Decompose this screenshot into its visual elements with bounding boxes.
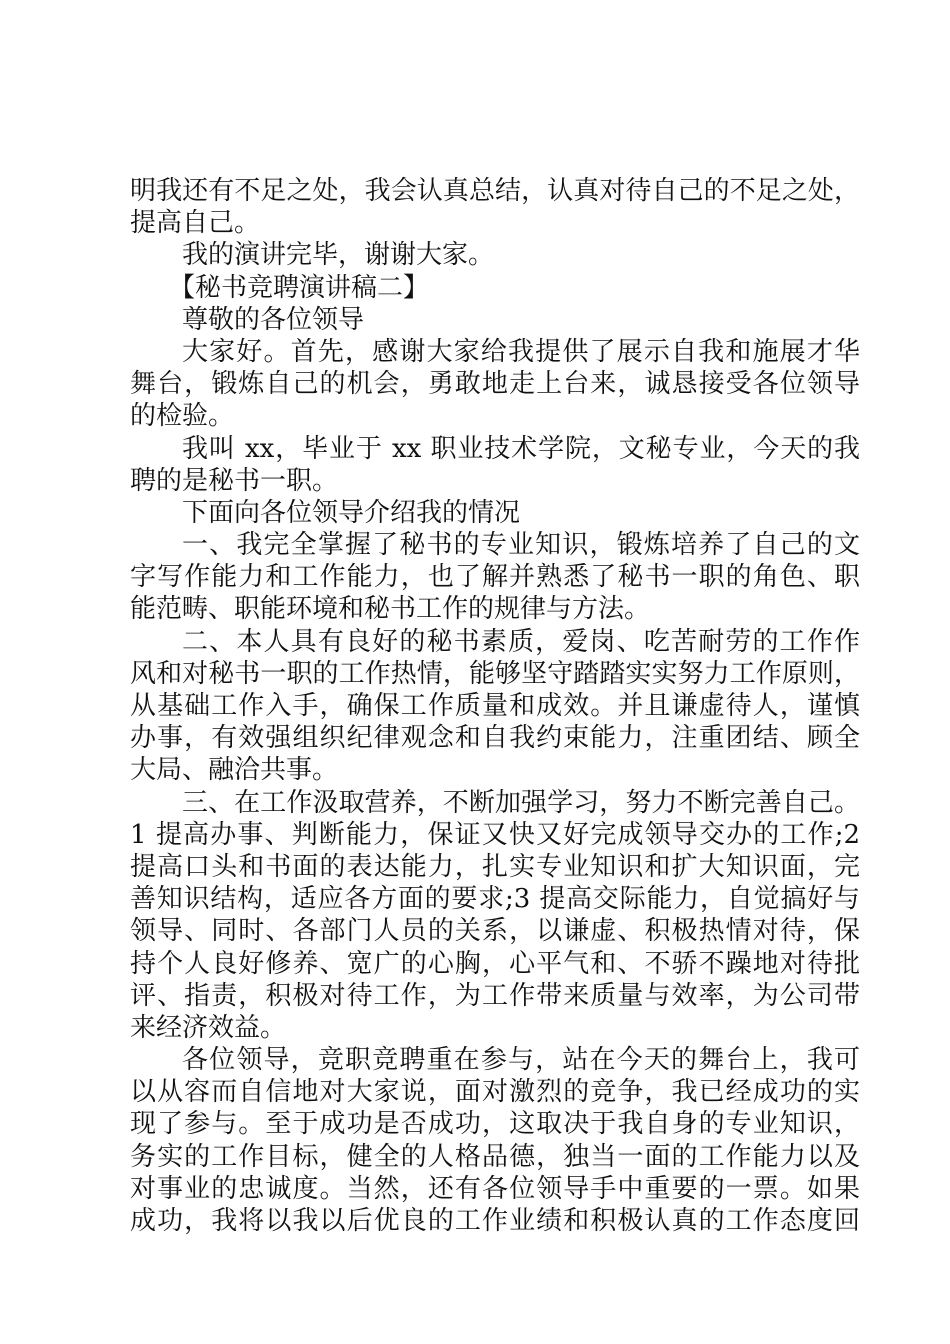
text-line: 大局、融洽共事。 — [130, 755, 339, 786]
text-line: 一、我完全掌握了秘书的专业知识，锻炼培养了自己的文 — [182, 530, 860, 561]
text-line: 风和对秘书一职的工作热情，能够坚守踏踏实实努力工作原则， — [130, 658, 860, 689]
text-line: 聘的是秘书一职。 — [130, 465, 339, 496]
text-line: 领导、同时、各部门人员的关系，以谦虚、积极热情对待，保 — [130, 916, 860, 947]
text-line: 1 提高办事、判断能力，保证又快又好完成领导交办的工作;2 — [130, 819, 860, 850]
text-line: 提高自己。 — [130, 208, 261, 239]
text-line: 二、本人具有良好的秘书素质，爱岗、吃苦耐劳的工作作 — [182, 626, 860, 657]
text-line: 的检验。 — [130, 401, 235, 432]
text-line: 字写作能力和工作能力，也了解并熟悉了秘书一职的角色、职 — [130, 562, 860, 593]
text-line: 各位领导，竞职竞聘重在参与，站在今天的舞台上，我可 — [182, 1045, 860, 1076]
document-body — [130, 175, 860, 1237]
text-line: 以从容而自信地对大家说，面对激烈的竞争，我已经成功的实 — [130, 1077, 860, 1108]
text-line: 成功，我将以我以后优良的工作业绩和积极认真的工作态度回 — [130, 1206, 860, 1236]
text-line: 现了参与。至于成功是否成功，这取决于我自身的专业知识， — [130, 1109, 860, 1140]
text-line: 持个人良好修养、宽广的心胸，心平气和、不骄不躁地对待批 — [130, 948, 860, 979]
text-line: 评、指责，积极对待工作，为工作带来质量与效率，为公司带 — [130, 980, 860, 1011]
text-line: 大家好。首先，感谢大家给我提供了展示自我和施展才华 — [182, 336, 860, 367]
text-line: 舞台，锻炼自己的机会，勇敢地走上台来，诚恳接受各位领导 — [130, 369, 860, 400]
text-line: 三、在工作汲取营养，不断加强学习，努力不断完善自己。 — [182, 787, 860, 818]
text-line: 下面向各位领导介绍我的情况 — [182, 497, 521, 528]
text-line: 来经济效益。 — [130, 1012, 287, 1043]
text-line: 善知识结构，适应各方面的要求;3 提高交际能力，自觉搞好与 — [130, 884, 860, 915]
text-line: 从基础工作入手，确保工作质量和成效。并且谦虚待人，谨慎 — [130, 691, 860, 721]
text-line: 办事，有效强组织纪律观念和自我约束能力，注重团结、顾全 — [130, 723, 860, 754]
text-line: 我叫 xx，毕业于 xx 职业技术学院，文秘专业，今天的我 — [182, 433, 860, 464]
text-line: 务实的工作目标，健全的人格品德，独当一面的工作能力以及 — [130, 1141, 860, 1172]
text-line: 我的演讲完毕，谢谢大家。 — [182, 240, 495, 271]
text-line: 能范畴、职能环境和秘书工作的规律与方法。 — [130, 594, 651, 625]
text-line: 提高口头和书面的表达能力，扎实专业知识和扩大知识面，完 — [130, 851, 860, 882]
text-line: 对事业的忠诚度。当然，还有各位领导手中重要的一票。如果 — [130, 1173, 860, 1204]
text-line: 【秘书竞聘演讲稿二】 — [169, 272, 430, 303]
text-line: 尊敬的各位领导 — [182, 304, 365, 335]
text-line: 明我还有不足之处，我会认真总结，认真对待自己的不足之处， — [130, 176, 860, 206]
